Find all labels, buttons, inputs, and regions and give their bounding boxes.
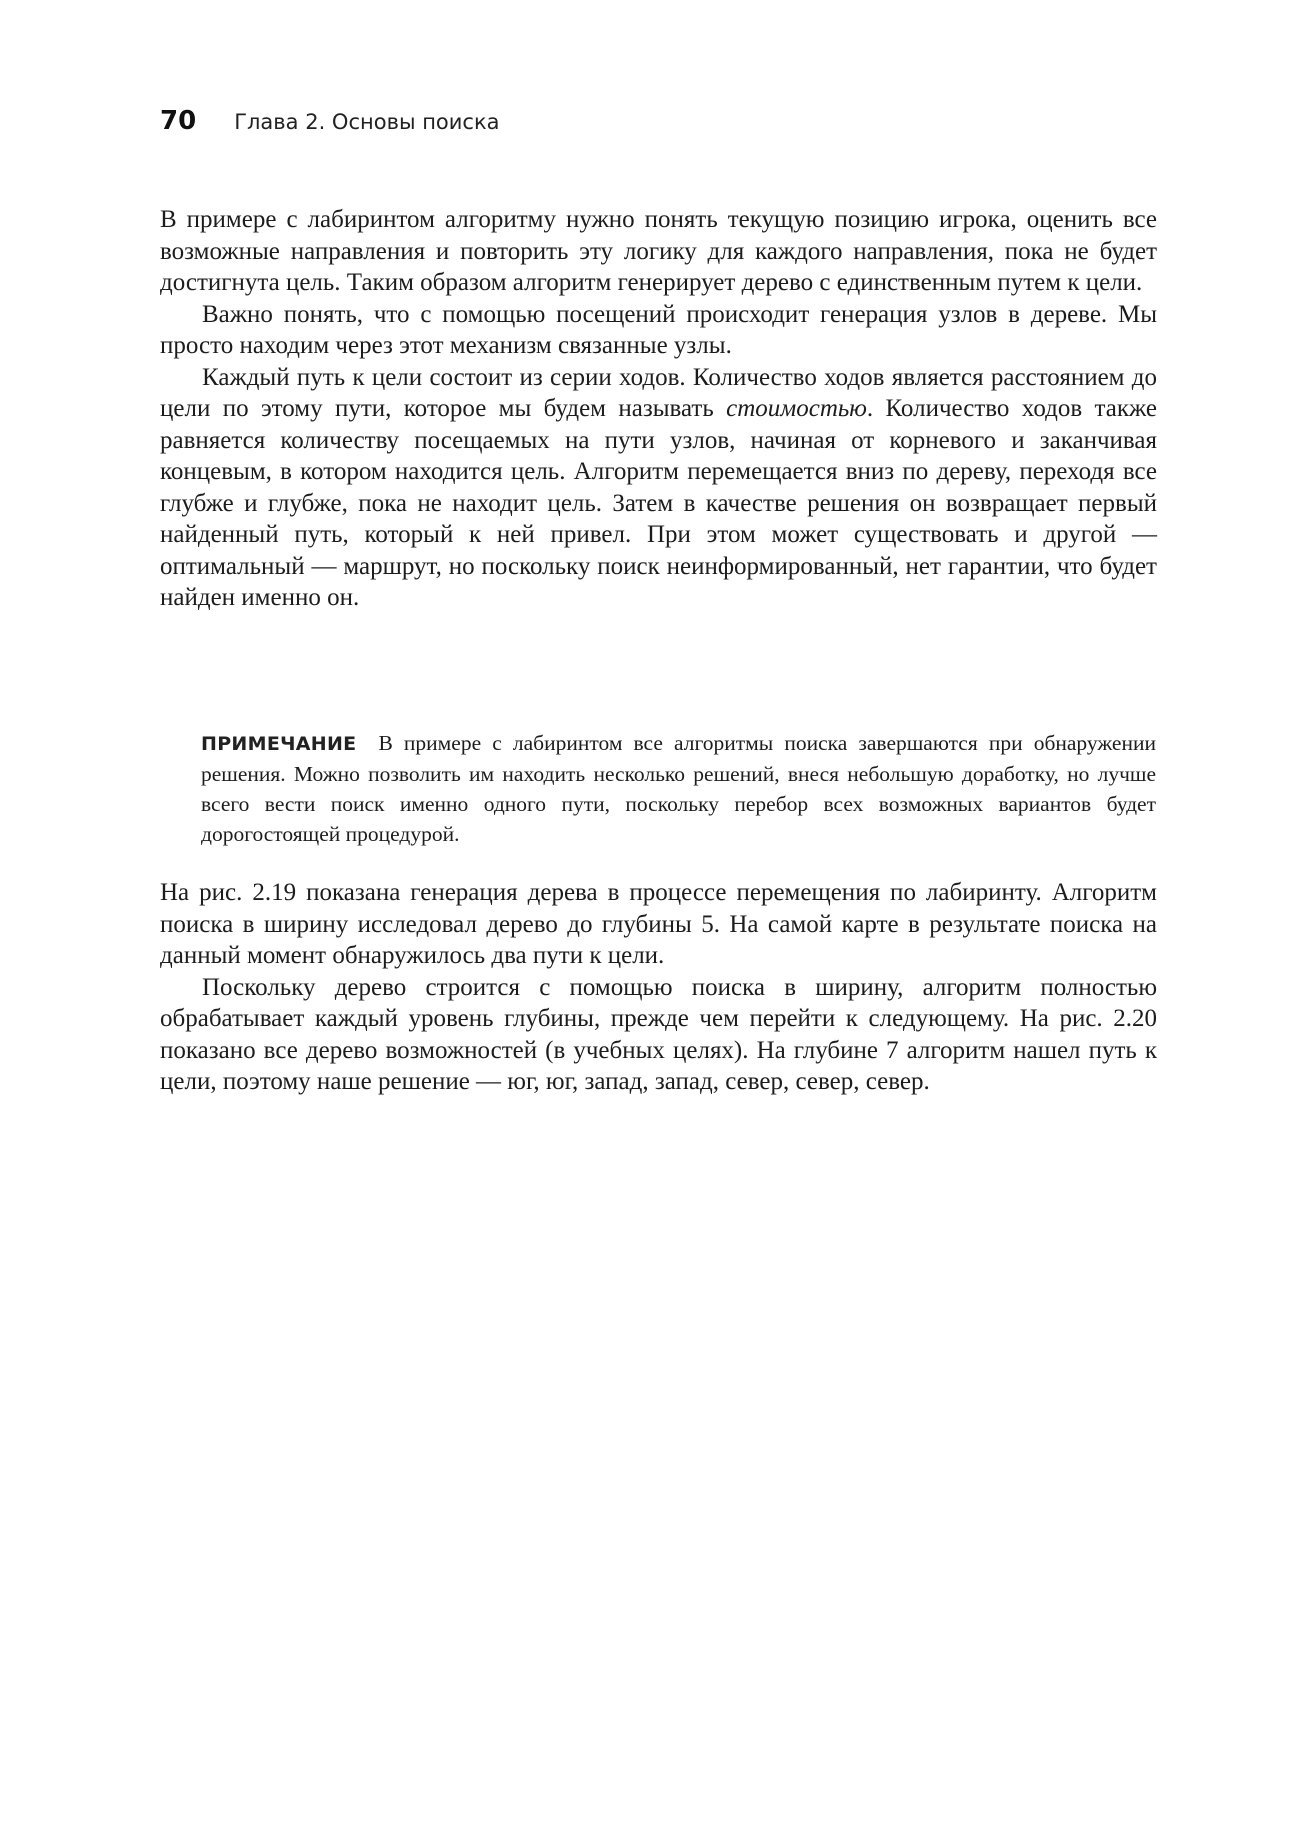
paragraph-3-end: . Количество ходов также равняется количеству посещаемых на пути узлов, начиная от корневого и заканчивая концевым, в котором находится цель. Алгоритм перемещается вниз по дереву, переходя все глубже и глубже, пока не находит цель. Затем в качестве решения он возвращает первый найденный путь, который к ней привел. При этом может существовать и другой — оптимальный — маршрут, но поскольку поиск неинформированный, нет гарантии, что будет найден именно он. <box>160 395 1158 611</box>
term-cost: стоимостью <box>726 395 867 422</box>
running-header <box>160 106 1160 146</box>
body-text-upper <box>160 204 1157 614</box>
note-block <box>201 728 1156 849</box>
paragraph-5: Поскольку дерево строится с помощью поиска в ширину, алгоритм полностью обрабатывает каждый уровень глубины, прежде чем перейти к следующему. На рис. 2.20 показано все дерево возможностей (в учебных целях). На глубине 7 алгоритм нашел путь к цели, поэтому наше решение — юг, юг, запад, запад, север, север, север. <box>160 973 1157 1095</box>
paragraph-3-start: Каждый путь к цели состоит из серии ходов. Количество ходов является расстоянием до цели по этому пути, которое мы будем называть <box>160 363 1157 422</box>
paragraph-1: В примере с лабиринтом алгоритму нужно понять текущую позицию игрока, оценить все возможные направления и повторить эту логику для каждого направления, пока не будет достигнута цель. Таким образом алгоритм генерирует дерево с единственным путем к цели. <box>160 206 1157 296</box>
chapter-title: Глава 2. Основы поиска <box>234 110 500 134</box>
body-text-lower <box>160 877 1157 1098</box>
note-label: ПРИМЕЧАНИЕ <box>201 733 357 755</box>
note-text: В примере с лабиринтом все алгоритмы поиска завершаются при обнаружении решения. Можно позволить им находить несколько решений, внеся небольшую доработку, но лучше всего вести поиск именно одного пути, поскольку перебор всех возможных вариантов будет дорогостоящей процедурой. <box>201 731 1156 846</box>
paragraph-3 <box>160 362 1157 614</box>
page-number: 70 <box>160 106 197 136</box>
paragraph-2: Важно понять, что с помощью посещений происходит генерация узлов в дереве. Мы просто находим через этот механизм связанные узлы. <box>160 300 1157 359</box>
paragraph-4: На рис. 2.19 показана генерация дерева в процессе перемещения по лабиринту. Алгоритм поиска в ширину исследовал дерево до глубины 5. На самой карте в результате поиска на данный момент обнаружилось два пути к цели. <box>160 879 1157 969</box>
